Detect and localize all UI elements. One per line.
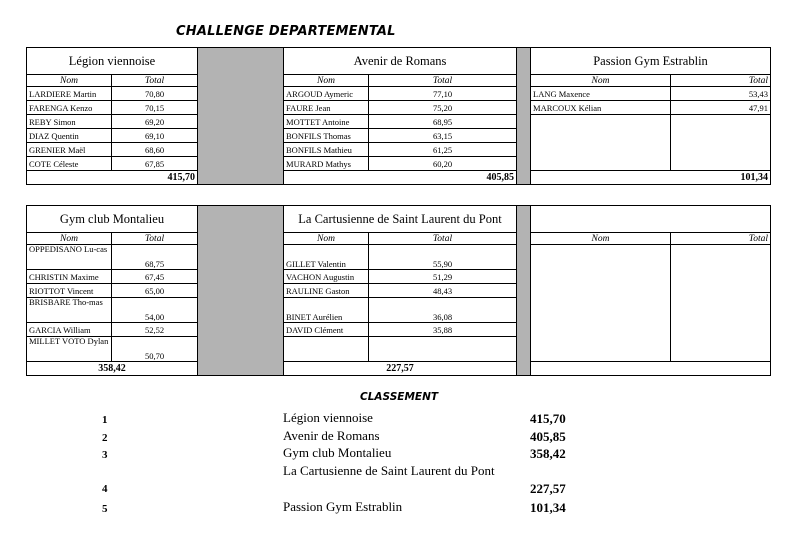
rank-score: 358,42 [530, 446, 566, 461]
athlete-name: LARDIERE Martin [27, 87, 112, 101]
table-row [27, 323, 771, 337]
athlete-score: 70,15 [112, 101, 198, 115]
athlete-name: MILLET VOTO Dylan [27, 337, 112, 362]
ranking-list [90, 410, 610, 516]
athlete-name: FARENGA Kenzo [27, 101, 112, 115]
athlete-name: LANG Maxence [531, 87, 671, 101]
athlete-name: BONFILS Thomas [284, 129, 369, 143]
athlete-name: DIAZ Quentin [27, 129, 112, 143]
table-row [27, 101, 771, 115]
table-row [27, 298, 771, 323]
ranking-row [90, 428, 610, 446]
rank-position: 4 [102, 482, 108, 495]
athlete-name: CHRISTIN Maxime [27, 270, 112, 284]
athlete-score: 54,00 [112, 298, 198, 323]
athlete-score: 51,29 [369, 270, 517, 284]
athlete-name: RAULINE Gaston [284, 284, 369, 298]
athlete-name: BINET Aurélien [284, 298, 369, 323]
column-header: Total [369, 75, 517, 87]
athlete-score [369, 337, 517, 362]
rank-position: 2 [102, 431, 108, 444]
athlete-score: 70,80 [112, 87, 198, 101]
athlete-score: 77,10 [369, 87, 517, 101]
athlete-score: 69,10 [112, 129, 198, 143]
athlete-name: MOTTET Antoine [284, 115, 369, 129]
athlete-score: 65,00 [112, 284, 198, 298]
column-header: Nom [27, 75, 112, 87]
team-total: 358,42 [27, 362, 198, 376]
column-header: Nom [531, 233, 671, 245]
ranking-title: CLASSEMENT [360, 391, 439, 403]
athlete-name: OPPEDISANO Lu-cas [27, 245, 112, 270]
column-header: Total [671, 233, 771, 245]
athlete-score: 50,70 [112, 337, 198, 362]
separator [517, 48, 531, 185]
athlete-name: DAVID Clément [284, 323, 369, 337]
rank-club: Légion viennoise [283, 410, 373, 425]
table-row [27, 245, 771, 270]
athlete-score: 55,90 [369, 245, 517, 270]
athlete-name: FAURE Jean [284, 101, 369, 115]
athlete-score: 67,85 [112, 157, 198, 171]
table-row [27, 87, 771, 101]
athlete-name: MURARD Mathys [284, 157, 369, 171]
rank-club: La Cartusienne de Saint Laurent du Pont [283, 462, 495, 478]
club-name [531, 206, 771, 233]
ranking-row [90, 445, 610, 463]
team-total: 415,70 [27, 171, 198, 185]
athlete-score: 53,43 [671, 87, 771, 101]
athlete-name [284, 337, 369, 362]
athlete-score: 67,45 [112, 270, 198, 284]
column-header: Total [112, 75, 198, 87]
athlete-name: GILLET Valentin [284, 245, 369, 270]
athlete-name: GRENIER Maël [27, 143, 112, 157]
athlete-name: VACHON Augustin [284, 270, 369, 284]
column-header: Nom [27, 233, 112, 245]
column-header: Total [671, 75, 771, 87]
athlete-score: 68,75 [112, 245, 198, 270]
club-name: Gym club Montalieu [27, 206, 198, 233]
column-header: Total [112, 233, 198, 245]
table-row [27, 157, 771, 171]
rank-score: 405,85 [530, 428, 566, 444]
results-table-2 [26, 205, 771, 376]
totals-row [27, 171, 771, 185]
club-name: La Cartusienne de Saint Laurent du Pont [284, 206, 517, 233]
athlete-score: 63,15 [369, 129, 517, 143]
separator [198, 48, 284, 185]
athlete-score: 69,20 [112, 115, 198, 129]
athlete-name: BONFILS Mathieu [284, 143, 369, 157]
athlete-score: 60,20 [369, 157, 517, 171]
page-title: CHALLENGE DEPARTEMENTAL [176, 24, 396, 39]
athlete-name: REBY Simon [27, 115, 112, 129]
rank-position: 1 [102, 414, 108, 426]
table-row [27, 129, 771, 143]
ranking-row [90, 463, 610, 499]
totals-row [27, 362, 771, 376]
team-total: 227,57 [284, 362, 517, 376]
athlete-name: GARCIA William [27, 323, 112, 337]
separator [517, 206, 531, 376]
column-header: Total [369, 233, 517, 245]
team-total: 405,85 [284, 171, 517, 185]
ranking-row [90, 410, 610, 428]
athlete-name: BRISBARE Tho-mas [27, 298, 112, 323]
results-table-1-body [26, 47, 771, 185]
separator [198, 206, 284, 376]
athlete-score: 75,20 [369, 101, 517, 115]
athlete-score: 68,60 [112, 143, 198, 157]
rank-position: 5 [102, 502, 108, 515]
ranking-row [90, 499, 610, 517]
column-header: Nom [531, 75, 671, 87]
table-row [27, 337, 771, 362]
table-row [27, 284, 771, 298]
athlete-score: 48,43 [369, 284, 517, 298]
rank-position: 3 [102, 449, 108, 461]
rank-score: 227,57 [530, 480, 566, 496]
table-row [27, 143, 771, 157]
rank-score: 415,70 [530, 411, 566, 426]
column-header: Nom [284, 75, 369, 87]
table-row [27, 270, 771, 284]
club-name: Avenir de Romans [284, 48, 517, 75]
column-header: Nom [284, 233, 369, 245]
rank-club: Passion Gym Estrablin [283, 498, 403, 514]
athlete-score: 47,91 [671, 101, 771, 115]
athlete-score: 36,08 [369, 298, 517, 323]
athlete-name: COTE Céleste [27, 157, 112, 171]
table-row [27, 115, 771, 129]
athlete-name: RIOTTOT Vincent [27, 284, 112, 298]
rank-club: Avenir de Romans [283, 427, 380, 443]
athlete-score: 68,95 [369, 115, 517, 129]
team-total: 101,34 [531, 171, 771, 185]
rank-score: 101,34 [530, 499, 566, 515]
athlete-score: 52,52 [112, 323, 198, 337]
club-name: Passion Gym Estrablin [531, 48, 771, 75]
athlete-name: MARCOUX Kélian [531, 101, 671, 115]
athlete-name: ARGOUD Aymeric [284, 87, 369, 101]
rank-club: Gym club Montalieu [283, 445, 392, 460]
club-name: Légion viennoise [27, 48, 198, 75]
athlete-score: 35,88 [369, 323, 517, 337]
athlete-score: 61,25 [369, 143, 517, 157]
